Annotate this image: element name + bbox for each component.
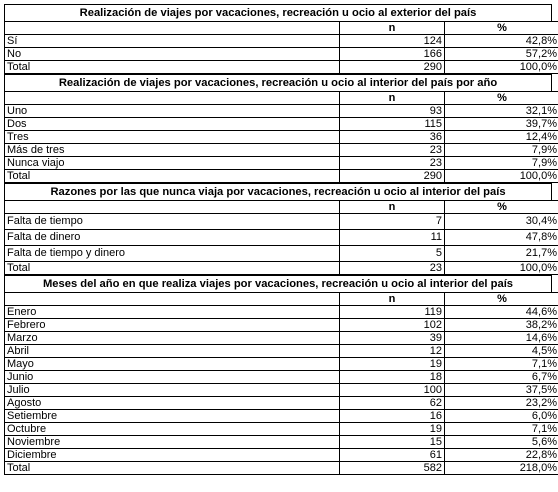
table-row [5,144,558,157]
column-header-category [5,22,340,35]
row-percent: 12,4% [445,131,558,144]
table-row [5,170,558,183]
row-label: Falta de dinero [5,230,340,246]
table-row [5,397,558,410]
row-percent: 47,8% [445,230,558,246]
row-label: Total [5,61,340,74]
row-percent: 38,2% [445,319,558,332]
row-count: 7 [340,214,445,230]
row-percent: 39,7% [445,118,558,131]
row-label: Febrero [5,319,340,332]
row-percent: 57,2% [445,48,558,61]
row-label: Total [5,262,340,275]
column-header-percent: % [445,293,558,306]
row-percent: 22,8% [445,449,558,462]
row-count: 36 [340,131,445,144]
table-row [5,436,558,449]
column-header-percent: % [445,92,558,105]
row-count: 93 [340,105,445,118]
row-count: 18 [340,371,445,384]
section-title: Realización de viajes por vacaciones, recreación u ocio al interior del país por año [4,74,552,91]
row-count: 290 [340,61,445,74]
row-label: Falta de tiempo [5,214,340,230]
section-table [4,292,558,475]
column-header-row [5,22,558,35]
row-label: Nunca viajo [5,157,340,170]
column-header-percent: % [445,201,558,214]
row-label: Uno [5,105,340,118]
row-percent: 6,7% [445,371,558,384]
row-count: 16 [340,410,445,423]
row-count: 62 [340,397,445,410]
table-row [5,118,558,131]
row-percent: 218,0% [445,462,558,475]
row-label: Dos [5,118,340,131]
row-percent: 14,6% [445,332,558,345]
row-count: 124 [340,35,445,48]
column-header-row [5,201,558,214]
table-row [5,61,558,74]
table-row [5,449,558,462]
row-percent: 42,8% [445,35,558,48]
table-row [5,230,558,246]
column-header-category [5,293,340,306]
row-label: Tres [5,131,340,144]
section-title: Realización de viajes por vacaciones, recreación u ocio al exterior del país [4,4,552,21]
table-row [5,319,558,332]
table-row [5,410,558,423]
column-header-row [5,92,558,105]
survey-tables [4,4,557,475]
section-title: Razones por las que nunca viaja por vacaciones, recreación u ocio al interior del país [4,183,552,200]
row-count: 15 [340,436,445,449]
table-row [5,131,558,144]
row-count: 23 [340,262,445,275]
row-percent: 7,9% [445,157,558,170]
row-percent: 100,0% [445,170,558,183]
row-count: 19 [340,358,445,371]
section-table [4,21,558,74]
row-percent: 7,1% [445,358,558,371]
column-header-category [5,201,340,214]
row-percent: 23,2% [445,397,558,410]
row-label: Enero [5,306,340,319]
table-row [5,35,558,48]
table-row [5,214,558,230]
section-table [4,200,558,275]
row-percent: 5,6% [445,436,558,449]
table-row [5,423,558,436]
row-count: 23 [340,144,445,157]
row-percent: 7,9% [445,144,558,157]
row-count: 102 [340,319,445,332]
column-header-percent: % [445,22,558,35]
table-row [5,358,558,371]
row-label: Mayo [5,358,340,371]
row-count: 119 [340,306,445,319]
row-count: 39 [340,332,445,345]
column-header-n: n [340,201,445,214]
row-percent: 6,0% [445,410,558,423]
table-row [5,462,558,475]
column-header-n: n [340,92,445,105]
table-row [5,157,558,170]
row-label: Total [5,170,340,183]
row-percent: 32,1% [445,105,558,118]
table-row [5,306,558,319]
column-header-n: n [340,22,445,35]
row-percent: 4,5% [445,345,558,358]
row-count: 166 [340,48,445,61]
row-label: Más de tres [5,144,340,157]
section-table [4,91,558,183]
row-label: Junio [5,371,340,384]
row-label: No [5,48,340,61]
row-count: 11 [340,230,445,246]
row-count: 5 [340,246,445,262]
table-row [5,371,558,384]
table-row [5,105,558,118]
row-label: Agosto [5,397,340,410]
row-label: Setiembre [5,410,340,423]
table-row [5,48,558,61]
row-percent: 100,0% [445,262,558,275]
table-row [5,246,558,262]
row-count: 61 [340,449,445,462]
table-row [5,332,558,345]
row-label: Octubre [5,423,340,436]
column-header-row [5,293,558,306]
table-row [5,262,558,275]
row-label: Julio [5,384,340,397]
row-percent: 44,6% [445,306,558,319]
row-percent: 30,4% [445,214,558,230]
column-header-n: n [340,293,445,306]
row-count: 23 [340,157,445,170]
row-label: Noviembre [5,436,340,449]
row-label: Abril [5,345,340,358]
row-percent: 7,1% [445,423,558,436]
row-count: 115 [340,118,445,131]
row-label: Diciembre [5,449,340,462]
row-count: 582 [340,462,445,475]
row-count: 19 [340,423,445,436]
row-count: 12 [340,345,445,358]
table-row [5,345,558,358]
column-header-category [5,92,340,105]
section-title: Meses del año en que realiza viajes por vacaciones, recreación u ocio al interior del país [4,275,552,292]
row-label: Falta de tiempo y dinero [5,246,340,262]
row-label: Total [5,462,340,475]
row-label: Marzo [5,332,340,345]
row-percent: 37,5% [445,384,558,397]
row-label: Sí [5,35,340,48]
row-percent: 100,0% [445,61,558,74]
table-row [5,384,558,397]
row-percent: 21,7% [445,246,558,262]
row-count: 290 [340,170,445,183]
row-count: 100 [340,384,445,397]
